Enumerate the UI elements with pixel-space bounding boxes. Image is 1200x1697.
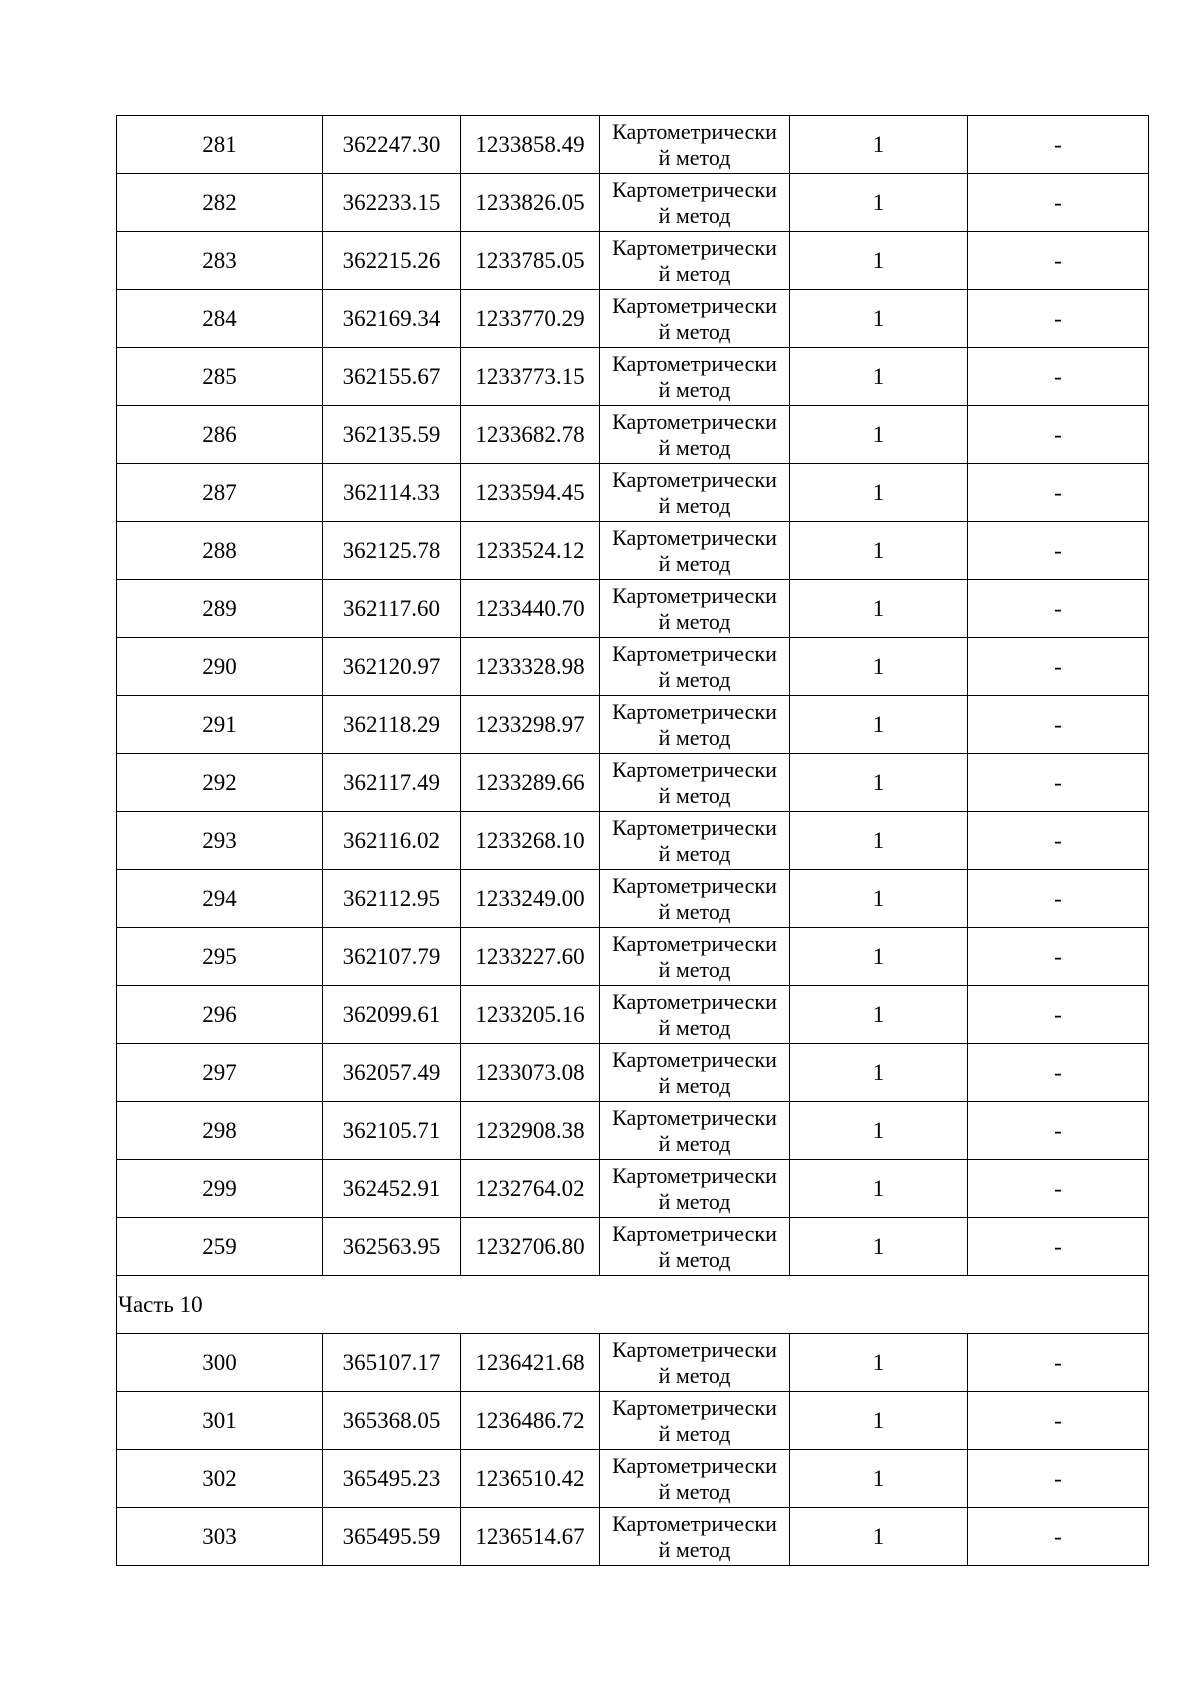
method-text-line: Картометрически [612,234,777,260]
point-number-cell: 294 [117,870,323,928]
x-coordinate-cell: 365495.59 [323,1508,461,1566]
method-text-line: Картометрически [612,640,777,666]
method-cell [600,1392,790,1450]
method-text-line: Картометрически [612,1046,777,1072]
point-number-cell: 286 [117,406,323,464]
table-row [117,406,1149,464]
x-coordinate-cell: 362105.71 [323,1102,461,1160]
method-text-line: й метод [658,1072,731,1098]
method-cell [600,754,790,812]
table-row [117,754,1149,812]
x-coordinate-cell: 362117.60 [323,580,461,638]
y-coordinate-cell: 1232764.02 [461,1160,600,1218]
table-row [117,290,1149,348]
method-text-line: Картометрически [612,1452,777,1478]
table-row [117,232,1149,290]
method-text-line: й метод [658,1014,731,1040]
y-coordinate-cell: 1233227.60 [461,928,600,986]
point-number-cell: 295 [117,928,323,986]
point-number-cell: 299 [117,1160,323,1218]
section-row [117,1276,1149,1334]
table-row [117,812,1149,870]
point-number-cell: 302 [117,1450,323,1508]
method-cell [600,1044,790,1102]
method-cell [600,1218,790,1276]
table-row [117,1392,1149,1450]
method-text-line: Картометрически [612,814,777,840]
accuracy-cell: 1 [790,1508,968,1566]
table-row [117,522,1149,580]
note-cell: - [968,1508,1149,1566]
method-cell [600,1508,790,1566]
accuracy-cell: 1 [790,406,968,464]
method-cell [600,986,790,1044]
point-number-cell: 303 [117,1508,323,1566]
note-cell: - [968,754,1149,812]
method-text-line: й метод [658,1188,731,1214]
accuracy-cell: 1 [790,986,968,1044]
accuracy-cell: 1 [790,290,968,348]
y-coordinate-cell: 1236486.72 [461,1392,600,1450]
table-row [117,1334,1149,1392]
table-row [117,1160,1149,1218]
method-text-line: Картометрически [612,1510,777,1536]
x-coordinate-cell: 362247.30 [323,116,461,174]
table-row [117,928,1149,986]
y-coordinate-cell: 1233594.45 [461,464,600,522]
y-coordinate-cell: 1233524.12 [461,522,600,580]
method-text-line: й метод [658,1536,731,1562]
note-cell: - [968,464,1149,522]
method-text-line: й метод [658,550,731,576]
method-text-line: Картометрически [612,176,777,202]
table-row [117,1102,1149,1160]
y-coordinate-cell: 1233298.97 [461,696,600,754]
note-cell: - [968,116,1149,174]
method-text-line: й метод [658,1246,731,1272]
method-text-line: Картометрически [612,408,777,434]
x-coordinate-cell: 362120.97 [323,638,461,696]
note-cell: - [968,1102,1149,1160]
method-cell [600,522,790,580]
y-coordinate-cell: 1233770.29 [461,290,600,348]
method-text-line: й метод [658,956,731,982]
method-text-line: Картометрически [612,350,777,376]
point-number-cell: 281 [117,116,323,174]
method-text-line: Картометрически [612,1162,777,1188]
method-text-line: Картометрически [612,756,777,782]
point-number-cell: 288 [117,522,323,580]
method-text-line: Картометрически [612,872,777,898]
accuracy-cell: 1 [790,1450,968,1508]
x-coordinate-cell: 362169.34 [323,290,461,348]
method-cell [600,464,790,522]
coordinates-table [116,115,1149,1566]
x-coordinate-cell: 365107.17 [323,1334,461,1392]
point-number-cell: 283 [117,232,323,290]
x-coordinate-cell: 362114.33 [323,464,461,522]
y-coordinate-cell: 1233826.05 [461,174,600,232]
method-cell [600,116,790,174]
method-text-line: й метод [658,1420,731,1446]
x-coordinate-cell: 362057.49 [323,1044,461,1102]
point-number-cell: 282 [117,174,323,232]
accuracy-cell: 1 [790,1102,968,1160]
method-text-line: й метод [658,608,731,634]
method-text-line: Картометрически [612,988,777,1014]
method-text-line: Картометрически [612,466,777,492]
y-coordinate-cell: 1236421.68 [461,1334,600,1392]
note-cell: - [968,696,1149,754]
accuracy-cell: 1 [790,1218,968,1276]
coordinates-table-body [117,116,1149,1566]
y-coordinate-cell: 1233773.15 [461,348,600,406]
method-text-line: Картометрически [612,524,777,550]
accuracy-cell: 1 [790,116,968,174]
point-number-cell: 290 [117,638,323,696]
method-cell [600,812,790,870]
table-row [117,638,1149,696]
x-coordinate-cell: 362452.91 [323,1160,461,1218]
table-row [117,116,1149,174]
note-cell: - [968,406,1149,464]
table-row [117,1218,1149,1276]
method-text-line: й метод [658,492,731,518]
accuracy-cell: 1 [790,1044,968,1102]
accuracy-cell: 1 [790,580,968,638]
x-coordinate-cell: 362135.59 [323,406,461,464]
x-coordinate-cell: 362117.49 [323,754,461,812]
note-cell: - [968,1334,1149,1392]
method-cell [600,348,790,406]
method-text-line: Картометрически [612,582,777,608]
method-text-line: й метод [658,318,731,344]
method-text-line: й метод [658,144,731,170]
note-cell: - [968,522,1149,580]
method-text-line: Картометрически [612,930,777,956]
method-text-line: й метод [658,1362,731,1388]
method-cell [600,696,790,754]
note-cell: - [968,812,1149,870]
note-cell: - [968,870,1149,928]
method-cell [600,580,790,638]
x-coordinate-cell: 362116.02 [323,812,461,870]
y-coordinate-cell: 1233440.70 [461,580,600,638]
table-row [117,870,1149,928]
point-number-cell: 291 [117,696,323,754]
note-cell: - [968,1392,1149,1450]
method-text-line: й метод [658,260,731,286]
method-cell [600,174,790,232]
table-row [117,464,1149,522]
note-cell: - [968,986,1149,1044]
method-text-line: й метод [658,202,731,228]
point-number-cell: 296 [117,986,323,1044]
x-coordinate-cell: 362155.67 [323,348,461,406]
table-row [117,986,1149,1044]
x-coordinate-cell: 362233.15 [323,174,461,232]
x-coordinate-cell: 362215.26 [323,232,461,290]
section-title: Часть 10 [117,1276,1149,1334]
note-cell: - [968,348,1149,406]
x-coordinate-cell: 365495.23 [323,1450,461,1508]
note-cell: - [968,928,1149,986]
method-text-line: й метод [658,1478,731,1504]
y-coordinate-cell: 1233073.08 [461,1044,600,1102]
x-coordinate-cell: 362118.29 [323,696,461,754]
accuracy-cell: 1 [790,928,968,986]
method-text-line: й метод [658,434,731,460]
method-cell [600,928,790,986]
method-cell [600,1450,790,1508]
accuracy-cell: 1 [790,174,968,232]
table-row [117,1450,1149,1508]
y-coordinate-cell: 1233858.49 [461,116,600,174]
method-cell [600,1102,790,1160]
y-coordinate-cell: 1233682.78 [461,406,600,464]
accuracy-cell: 1 [790,638,968,696]
accuracy-cell: 1 [790,754,968,812]
x-coordinate-cell: 362099.61 [323,986,461,1044]
y-coordinate-cell: 1236510.42 [461,1450,600,1508]
table-row [117,1508,1149,1566]
point-number-cell: 285 [117,348,323,406]
accuracy-cell: 1 [790,1392,968,1450]
point-number-cell: 284 [117,290,323,348]
table-row [117,696,1149,754]
point-number-cell: 259 [117,1218,323,1276]
y-coordinate-cell: 1232706.80 [461,1218,600,1276]
table-row [117,580,1149,638]
method-cell [600,406,790,464]
table-row [117,1044,1149,1102]
accuracy-cell: 1 [790,812,968,870]
point-number-cell: 301 [117,1392,323,1450]
accuracy-cell: 1 [790,464,968,522]
method-cell [600,232,790,290]
method-text-line: й метод [658,724,731,750]
method-text-line: й метод [658,782,731,808]
y-coordinate-cell: 1233249.00 [461,870,600,928]
method-text-line: й метод [658,666,731,692]
method-cell [600,870,790,928]
method-text-line: й метод [658,898,731,924]
x-coordinate-cell: 362125.78 [323,522,461,580]
method-text-line: й метод [658,840,731,866]
note-cell: - [968,1160,1149,1218]
note-cell: - [968,580,1149,638]
method-cell [600,1160,790,1218]
method-text-line: й метод [658,376,731,402]
x-coordinate-cell: 365368.05 [323,1392,461,1450]
method-cell [600,638,790,696]
accuracy-cell: 1 [790,696,968,754]
y-coordinate-cell: 1233328.98 [461,638,600,696]
method-cell [600,290,790,348]
point-number-cell: 293 [117,812,323,870]
method-text-line: Картометрически [612,698,777,724]
y-coordinate-cell: 1236514.67 [461,1508,600,1566]
y-coordinate-cell: 1233785.05 [461,232,600,290]
accuracy-cell: 1 [790,1334,968,1392]
method-text-line: Картометрически [612,118,777,144]
point-number-cell: 300 [117,1334,323,1392]
accuracy-cell: 1 [790,232,968,290]
x-coordinate-cell: 362563.95 [323,1218,461,1276]
note-cell: - [968,232,1149,290]
accuracy-cell: 1 [790,522,968,580]
note-cell: - [968,638,1149,696]
method-cell [600,1334,790,1392]
point-number-cell: 298 [117,1102,323,1160]
note-cell: - [968,174,1149,232]
method-text-line: Картометрически [612,292,777,318]
table-row [117,174,1149,232]
point-number-cell: 292 [117,754,323,812]
accuracy-cell: 1 [790,870,968,928]
accuracy-cell: 1 [790,1160,968,1218]
y-coordinate-cell: 1233289.66 [461,754,600,812]
x-coordinate-cell: 362107.79 [323,928,461,986]
y-coordinate-cell: 1233205.16 [461,986,600,1044]
note-cell: - [968,1218,1149,1276]
method-text-line: Картометрически [612,1220,777,1246]
accuracy-cell: 1 [790,348,968,406]
y-coordinate-cell: 1232908.38 [461,1102,600,1160]
method-text-line: Картометрически [612,1104,777,1130]
method-text-line: й метод [658,1130,731,1156]
note-cell: - [968,1450,1149,1508]
point-number-cell: 297 [117,1044,323,1102]
method-text-line: Картометрически [612,1394,777,1420]
y-coordinate-cell: 1233268.10 [461,812,600,870]
point-number-cell: 287 [117,464,323,522]
x-coordinate-cell: 362112.95 [323,870,461,928]
point-number-cell: 289 [117,580,323,638]
note-cell: - [968,290,1149,348]
method-text-line: Картометрически [612,1336,777,1362]
table-row [117,348,1149,406]
note-cell: - [968,1044,1149,1102]
